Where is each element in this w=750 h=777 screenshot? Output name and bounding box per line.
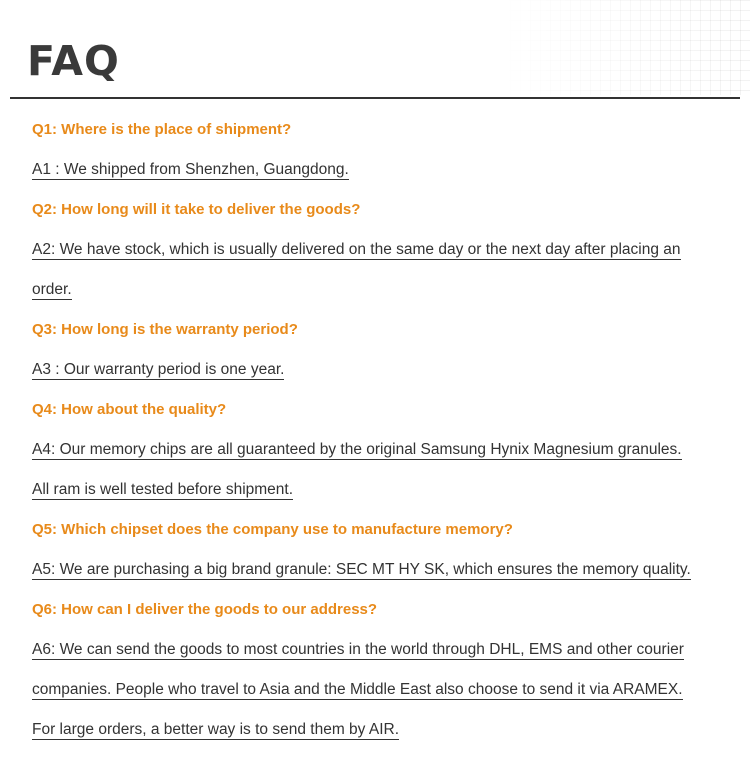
faq-answer-4-cont: [32, 473, 722, 513]
faq-answer-2-line-2: order.: [32, 281, 72, 298]
faq-answer-6: [32, 633, 722, 673]
grid-pattern-decoration: [500, 0, 750, 95]
faq-answer-4: [32, 433, 722, 473]
faq-answer-2-line-1: A2: We have stock, which is usually delivered on the same day or the next day after placing an: [32, 241, 681, 258]
faq-question-1: Q1: Where is the place of shipment?: [32, 121, 292, 138]
faq-answer-1: [32, 153, 722, 193]
title-divider: [10, 97, 740, 99]
faq-answer-6-line-1: A6: We can send the goods to most countries in the world through DHL, EMS and other courier: [32, 641, 684, 658]
faq-answer-6-line-2: companies. People who travel to Asia and the Middle East also choose to send it via ARAMEX.: [32, 681, 683, 698]
faq-question-5: Q5: Which chipset does the company use to manufacture memory?: [32, 521, 513, 538]
faq-question-4: Q4: How about the quality?: [32, 401, 227, 418]
faq-question-3: Q3: How long is the warranty period?: [32, 321, 298, 338]
faq-answer-5: [32, 553, 722, 593]
faq-answer-3: [32, 353, 722, 393]
faq-question-2: Q2: How long will it take to deliver the goods?: [32, 201, 361, 218]
faq-answer-2: [32, 233, 722, 273]
faq-answer-6-cont-2: [32, 713, 722, 753]
faq-answer-6-cont: [32, 673, 722, 713]
page-title: FAQ: [27, 37, 120, 85]
faq-answer-5-line-1: A5: We are purchasing a big brand granule: SEC MT HY SK, which ensures the memory quality.: [32, 561, 691, 578]
faq-answer-2-cont: [32, 273, 722, 313]
faq-answer-6-line-3: For large orders, a better way is to send them by AIR.: [32, 721, 399, 738]
faq-answer-1-line-1: A1 : We shipped from Shenzhen, Guangdong.: [32, 161, 349, 178]
faq-answer-3-line-1: A3 : Our warranty period is one year.: [32, 361, 285, 378]
faq-answer-4-line-1: A4: Our memory chips are all guaranteed by the original Samsung Hynix Magnesium granules.: [32, 441, 682, 458]
faq-question-6: Q6: How can I deliver the goods to our address?: [32, 601, 378, 618]
faq-list: [32, 113, 722, 753]
faq-answer-4-line-2: All ram is well tested before shipment.: [32, 481, 294, 498]
